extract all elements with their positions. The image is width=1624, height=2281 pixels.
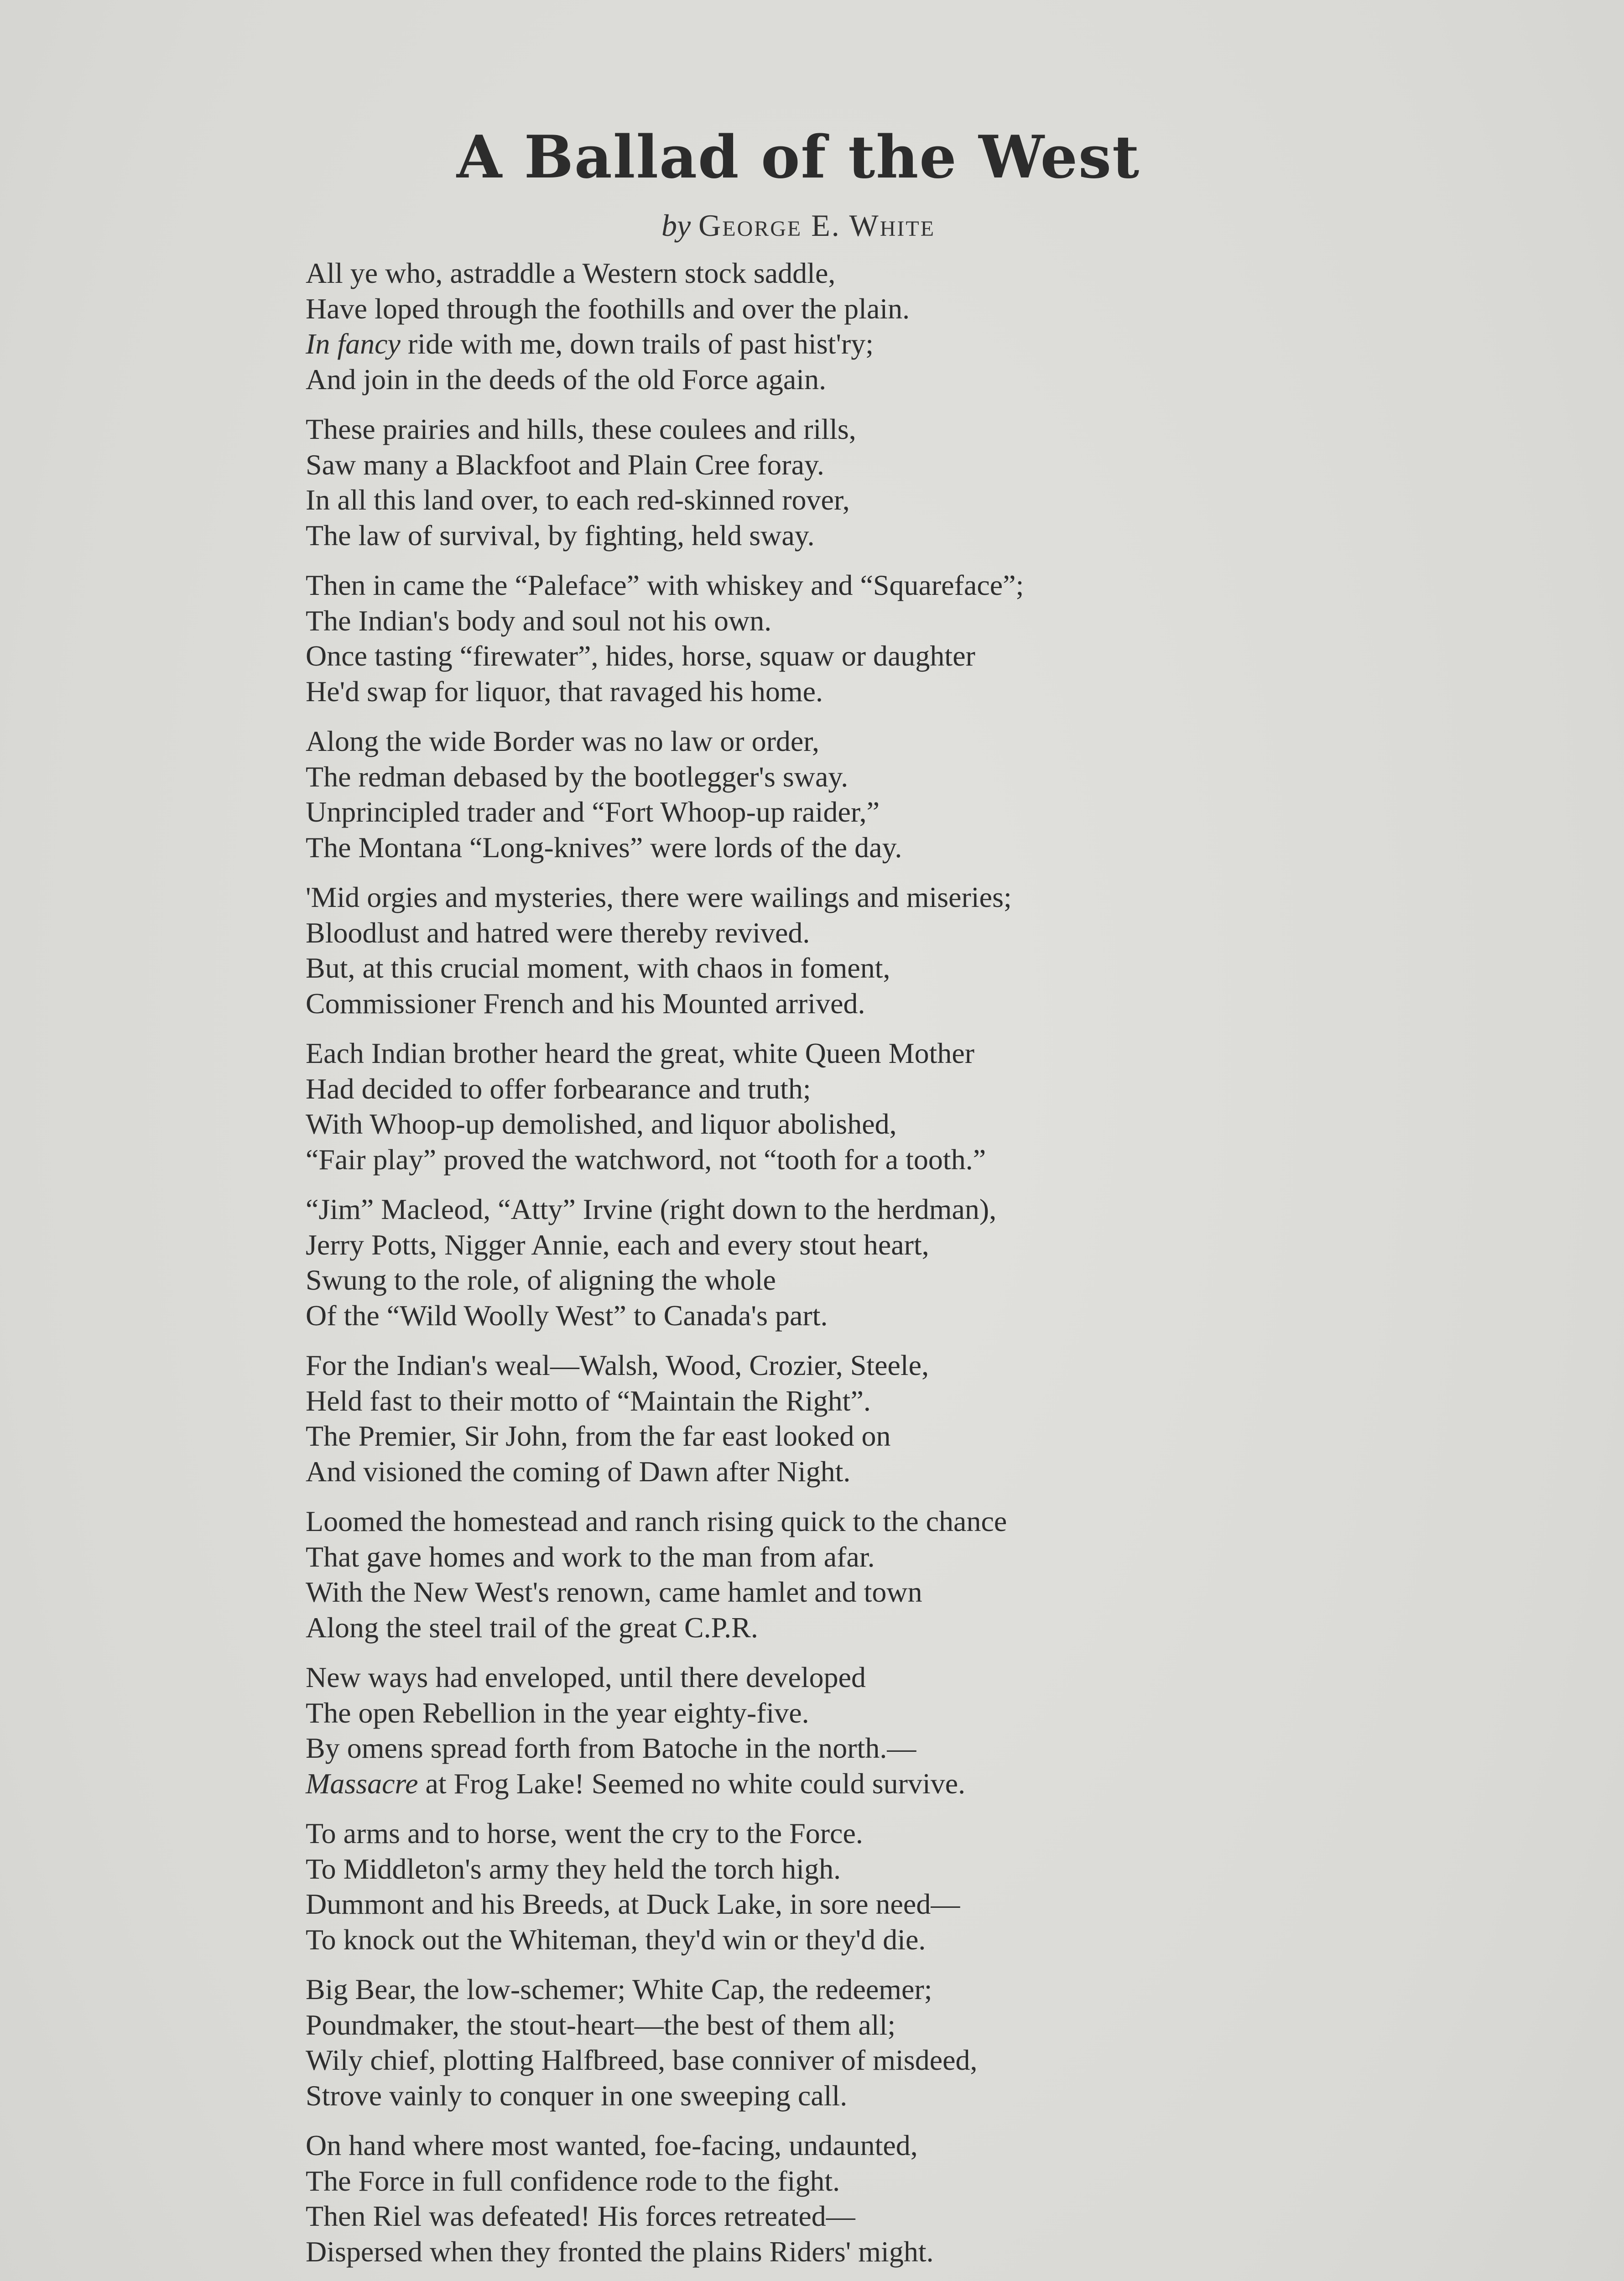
byline-by: by (661, 208, 691, 243)
poem-line: Have loped through the foothills and over the plain. (306, 292, 910, 325)
poem-line: Saw many a Blackfoot and Plain Cree foray. (306, 448, 824, 481)
italic-emphasis: In fancy (306, 328, 401, 360)
poem-line: Wily chief, plotting Halfbreed, base conniver of misdeed, (306, 2044, 978, 2076)
poem-line: To Middleton's army they held the torch high. (306, 1852, 841, 1885)
poem-line: Unprincipled trader and “Fort Whoop-up raider,” (306, 796, 880, 828)
stanza (306, 411, 1583, 553)
poem-line: Swung to the role, of aligning the whole (306, 1264, 776, 1296)
poem-line: 'Mid orgies and mysteries, there were wailings and miseries; (306, 881, 1012, 913)
poem-line: In all this land over, to each red-skinned rover, (306, 484, 850, 516)
poem-line: Then Riel was defeated! His forces retreated— (306, 2200, 855, 2232)
poem-line: He'd swap for liquor, that ravaged his home. (306, 675, 823, 708)
stanza (306, 724, 1583, 865)
stanza (306, 1036, 1583, 1177)
poem-line: On hand where most wanted, foe-facing, undaunted, (306, 2129, 918, 2161)
stanza (306, 1816, 1583, 1957)
stanza (306, 880, 1583, 1021)
stanza (306, 1192, 1583, 1333)
poem-line: Jerry Potts, Nigger Annie, each and every stout heart, (306, 1228, 929, 1261)
poem-line: “Jim” Macleod, “Atty” Irvine (right down to the herdman), (306, 1193, 997, 1225)
poem-line: Held fast to their motto of “Maintain the Right”. (306, 1384, 871, 1417)
stanza (306, 2128, 1583, 2269)
byline (0, 208, 1597, 244)
poem-line: Bloodlust and hatred were thereby revived. (306, 916, 810, 949)
poem-line: Massacre at Frog Lake! Seemed no white could survive. (306, 1767, 966, 1800)
poem-line: Had decided to offer forbearance and truth; (306, 1072, 811, 1105)
poem-line: Of the “Wild Woolly West” to Canada's part. (306, 1299, 828, 1332)
poem-line: And visioned the coming of Dawn after Night. (306, 1455, 851, 1488)
poem-line: Commissioner French and his Mounted arrived. (306, 987, 865, 1020)
poem-line: The redman debased by the bootlegger's sway. (306, 760, 848, 793)
poem-line: And join in the deeds of the old Force again. (306, 363, 827, 396)
poem-line: With Whoop-up demolished, and liquor abolished, (306, 1108, 897, 1140)
poem-line: The open Rebellion in the year eighty-five. (306, 1696, 809, 1729)
poem-line: Then in came the “Paleface” with whiskey and “Squareface”; (306, 569, 1024, 601)
poem-line: These prairies and hills, these coulees and rills, (306, 413, 856, 445)
poem-line: For the Indian's weal—Walsh, Wood, Crozier, Steele, (306, 1349, 929, 1381)
poem-line: The law of survival, by fighting, held sway. (306, 519, 815, 552)
poem-line: But, at this crucial moment, with chaos in foment, (306, 952, 890, 984)
stanza (306, 568, 1583, 709)
poem-line: Along the steel trail of the great C.P.R. (306, 1611, 758, 1644)
poem-line: Along the wide Border was no law or order, (306, 725, 820, 757)
poem-line: Strove vainly to conquer in one sweeping call. (306, 2079, 848, 2112)
stanza (306, 1972, 1583, 2113)
poem-line: Once tasting “firewater”, hides, horse, squaw or daughter (306, 640, 975, 672)
poem-line: To arms and to horse, went the cry to the Force. (306, 1817, 863, 1849)
poem-line: “Fair play” proved the watchword, not “tooth for a tooth.” (306, 1143, 986, 1176)
poem-line: New ways had enveloped, until there developed (306, 1661, 866, 1693)
poem-line: With the New West's renown, came hamlet and town (306, 1576, 922, 1608)
poem-line: Dispersed when they fronted the plains Riders' might. (306, 2235, 934, 2268)
poem-line: Dummont and his Breeds, at Duck Lake, in sore need— (306, 1888, 960, 1920)
poem-line: That gave homes and work to the man from afar. (306, 1540, 875, 1573)
poem-line: Poundmaker, the stout-heart—the best of them all; (306, 2008, 896, 2041)
poem-line: The Indian's body and soul not his own. (306, 604, 772, 637)
poem-line: Loomed the homestead and ranch rising quick to the chance (306, 1505, 1007, 1537)
poem-line: All ye who, astraddle a Western stock saddle, (306, 257, 836, 289)
poem-line: Big Bear, the low-schemer; White Cap, the redeemer; (306, 1973, 932, 2005)
stanza (306, 1660, 1583, 1801)
poem-line: By omens spread forth from Batoche in the north.— (306, 1732, 916, 1764)
poem-body (306, 255, 1583, 2281)
stanza (306, 1348, 1583, 1489)
stanza (306, 1504, 1583, 1645)
poem-title: A Ballad of the West (456, 123, 1140, 192)
poem-line: The Montana “Long-knives” were lords of the day. (306, 831, 902, 864)
poem-line: The Force in full confidence rode to the fight. (306, 2164, 840, 2197)
poem-line: To knock out the Whiteman, they'd win or they'd die. (306, 1923, 926, 1956)
poem-line: The Premier, Sir John, from the far east looked on (306, 1420, 891, 1452)
italic-emphasis: Massacre (306, 1767, 418, 1800)
poem-line: In fancy ride with me, down trails of past hist'ry; (306, 328, 874, 360)
author-name: George E. White (698, 208, 936, 243)
poem-line: Each Indian brother heard the great, white Queen Mother (306, 1037, 975, 1069)
stanza (306, 255, 1583, 397)
